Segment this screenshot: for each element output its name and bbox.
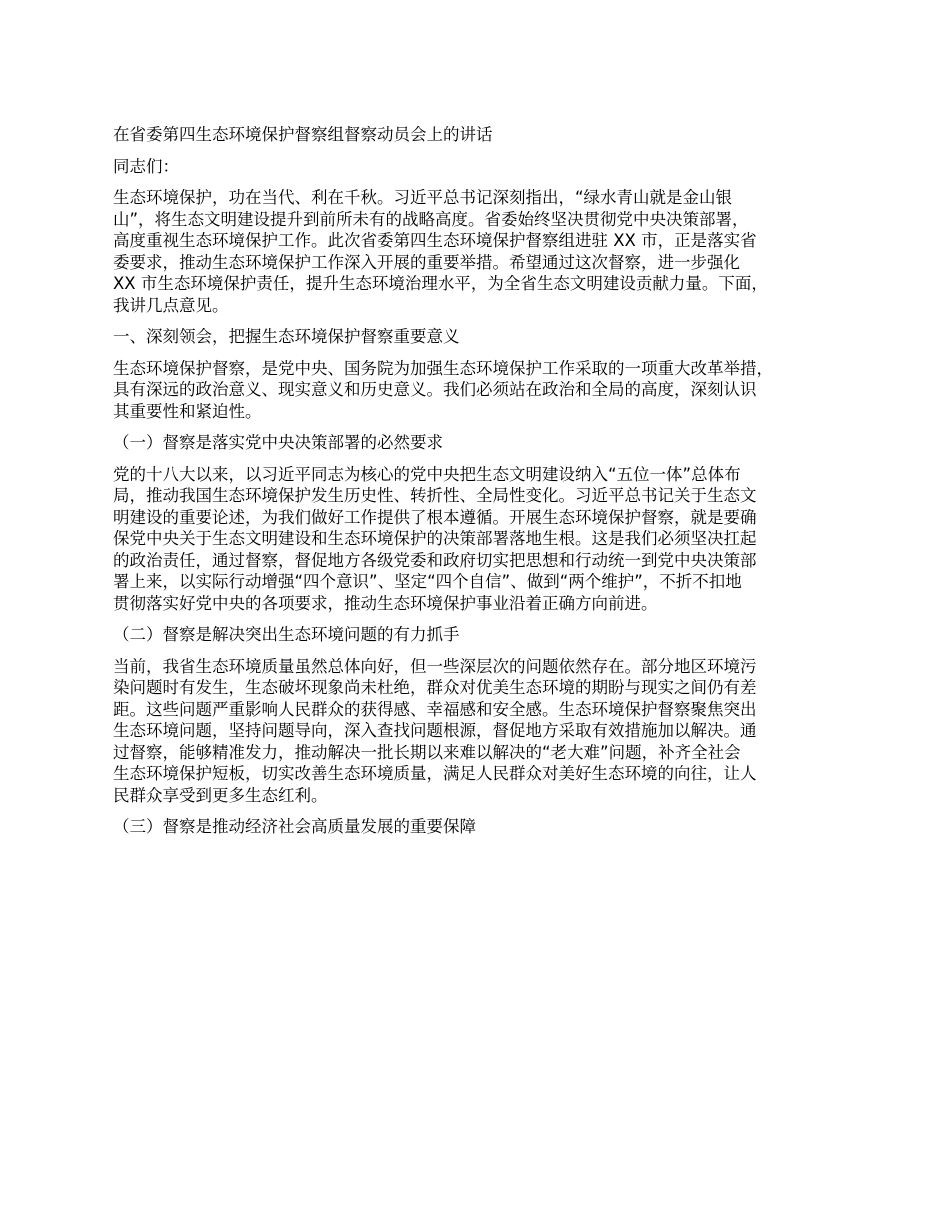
subsection-heading-3: （三）督察是推动经济社会高质量发展的重要保障 (113, 817, 476, 836)
subsection-paragraph-1: 党的十八大以来，以习近平同志为核心的党中央把生态文明建设纳入“五位一体”总体布 局，推动我国生态环境保护发生历史性、转折性、全局性变化。习近平总书记关于生态文 明建设的重要论述，为我们做好工作提供了根本遵循。开展生态环境保护督察，就是要确 保党中央关于生态文明建设和生态环境保护的决策部署落地生根。这是我们必须坚决扛起 的政治责任，通过督察，督促地方各级党委和政府切实把思想和行动统一到党中央决策部 署上来，以实际行动增强“四个意识”、坚定“四个自信”、做到“两个维护”，不折不扣地 贯彻落实好党中央的各项要求，推动生态环境保护事业沿着正确方向前进。 (113, 464, 757, 613)
section-paragraph-1: 生态环境保护督察，是党中央、国务院为加强生态环境保护工作采取的一项重大改革举措， 具有深远的政治意义、现实意义和历史意义。我们必须站在政治和全局的高度，深刻认识 其重要性和紧迫性。 (113, 358, 773, 421)
subsection-heading-2: （二）督察是解决突出生态环境问题的有力抓手 (113, 625, 460, 644)
intro-paragraph: 生态环境保护，功在当代、利在千秋。习近平总书记深刻指出，“绿水青山就是金山银 山”，将生态文明建设提升到前所未有的战略高度。省委始终坚决贯彻党中央决策部署， 高度重视生态环境保护工作。此次省委第四生态环境保护督察组进驻 XX 市，正是落实省 委要求，推动生态环境保护工作深入开展的重要举措。希望通过这次督察，进一步强化 XX 市生态环境保护责任，提升生态环境治理水平，为全省生态文明建设贡献力量。下面， 我讲几点意见。 (113, 188, 768, 315)
salutation: 同志们： (113, 156, 179, 176)
section-heading-1: 一、深刻领会，把握生态环境保护督察重要意义 (113, 327, 460, 346)
document-page (113, 124, 858, 848)
subsection-heading-1: （一）督察是落实党中央决策部署的必然要求 (113, 433, 443, 452)
document-title: 在省委第四生态环境保护督察组督察动员会上的讲话 (113, 125, 493, 144)
subsection-paragraph-2: 当前，我省生态环境质量虽然总体向好，但一些深层次的问题依然存在。部分地区环境污 染问题时有发生，生态破坏现象尚未杜绝，群众对优美生态环境的期盼与现实之间仍有差 距。这些问题严重影响人民群众的获得感、幸福感和安全感。生态环境保护督察聚焦突出 生态环境问题，坚持问题导向，深入查找问题根源，督促地方采取有效措施加以解决。通 过督察，能够精准发力，推动解决一批长期以来难以解决的“老大难”问题，补齐全社会 生态环境保护短板，切实改善生态环境质量，满足人民群众对美好生态环境的向往，让人 民群众享受到更多生态红利。 (113, 656, 757, 805)
